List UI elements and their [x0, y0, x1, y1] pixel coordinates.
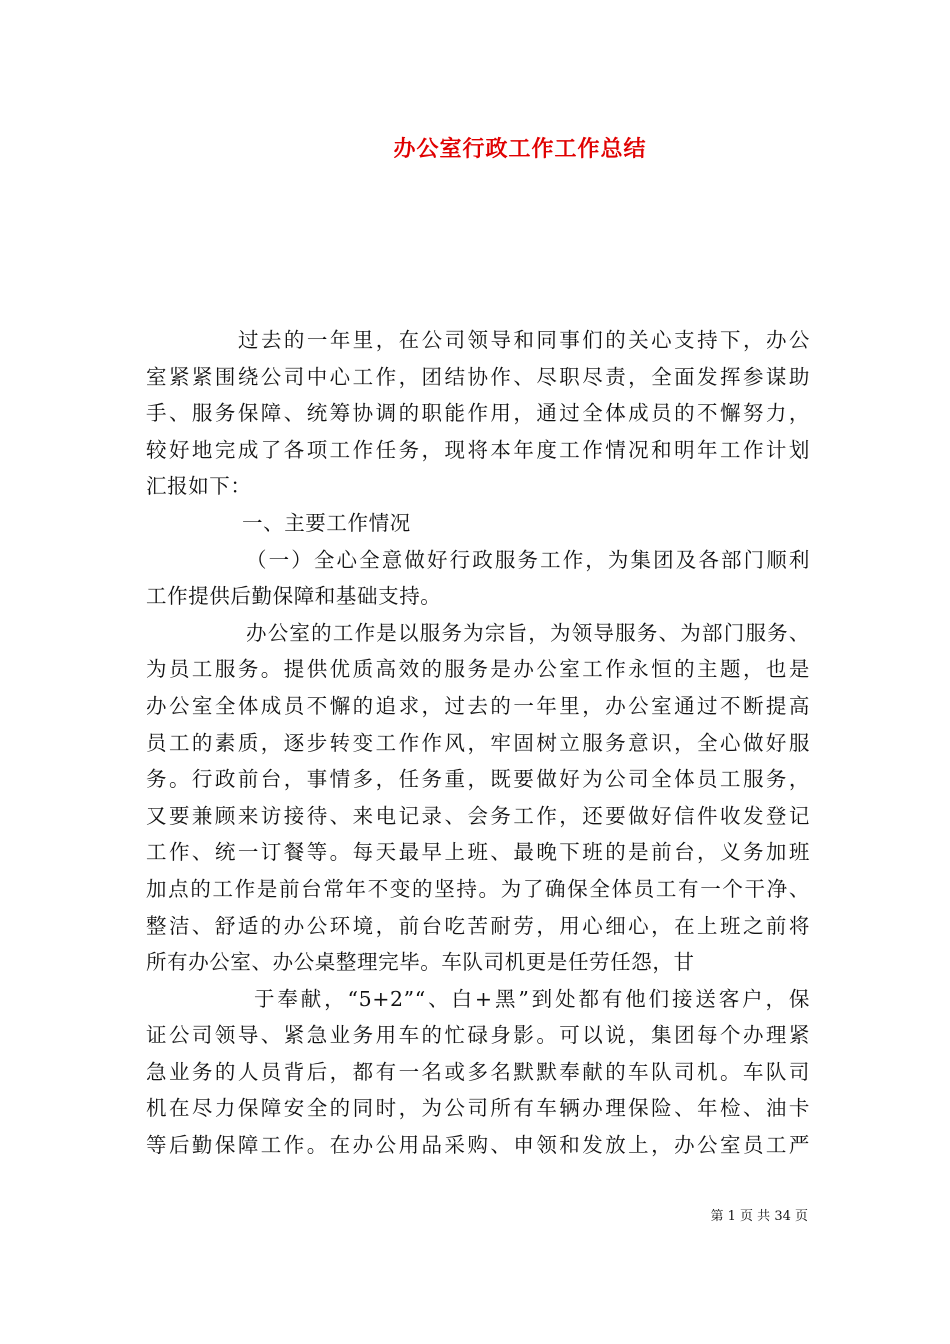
- paragraph-line: 较好地完成了各项工作任务，现将本年度工作情况和明年工作计划: [146, 437, 810, 462]
- paragraph-line: 等后勤保障工作。在办公用品采购、申领和发放上，办公室员工严: [146, 1133, 810, 1158]
- paragraph-line: 办公室全体成员不懈的追求，过去的一年里，办公室通过不断提高: [146, 693, 810, 718]
- paragraph-line: 加点的工作是前台常年不变的坚持。为了确保全体员工有一个干净、: [146, 876, 810, 901]
- document-title: 办公室行政工作工作总结: [393, 136, 647, 162]
- subsection-heading-line: 工作提供后勤保障和基础支持。: [146, 584, 442, 609]
- paragraph-line: 工作、统一订餐等。每天最早上班、最晚下班的是前台，义务加班: [146, 840, 810, 865]
- paragraph-line: 证公司领导、紧急业务用车的忙碌身影。可以说，集团每个办理紧: [146, 1023, 810, 1048]
- paragraph-line: 手、服务保障、统筹协调的职能作用，通过全体成员的不懈努力，: [146, 401, 810, 426]
- document-body: [146, 322, 810, 1164]
- paragraph-line: 员工的素质，逐步转变工作作风，牢固树立服务意识，全心做好服: [146, 730, 810, 755]
- paragraph-line: 整洁、舒适的办公环境，前台吃苦耐劳，用心细心，在上班之前将: [146, 913, 810, 938]
- page-footer: 第 1 页 共 34 页: [710, 1209, 808, 1224]
- paragraph-line: 务。行政前台，事情多，任务重，既要做好为公司全体员工服务，: [146, 767, 810, 792]
- paragraph-line: 办公室的工作是以服务为宗旨，为领导服务、为部门服务、: [246, 620, 810, 645]
- paragraph-line: 过去的一年里，在公司领导和同事们的关心支持下，办公: [238, 328, 810, 352]
- section-heading: 一、主要工作情况: [242, 510, 411, 535]
- subsection-heading-line: （一）全心全意做好行政服务工作，为集团及各部门顺利: [246, 547, 810, 572]
- paragraph-line: 为员工服务。提供优质高效的服务是办公室工作永恒的主题，也是: [146, 657, 810, 682]
- paragraph-line: 于奉献，“5+2”“、白+黑”到处都有他们接送客户，保: [254, 986, 810, 1011]
- paragraph-line: 汇报如下：: [146, 474, 252, 499]
- paragraph-line: 所有办公室、办公桌整理完毕。车队司机更是任劳任怨，甘: [146, 950, 695, 975]
- paragraph-line: 室紧紧围绕公司中心工作，团结协作、尽职尽责，全面发挥参谋助: [146, 364, 810, 389]
- paragraph-line: 急业务的人员背后，都有一名或多名默默奉献的车队司机。车队司: [146, 1059, 810, 1084]
- paragraph-line: 机在尽力保障安全的同时，为公司所有车辆办理保险、年检、油卡: [146, 1096, 810, 1121]
- paragraph-line: 又要兼顾来访接待、来电记录、会务工作，还要做好信件收发登记: [146, 803, 810, 828]
